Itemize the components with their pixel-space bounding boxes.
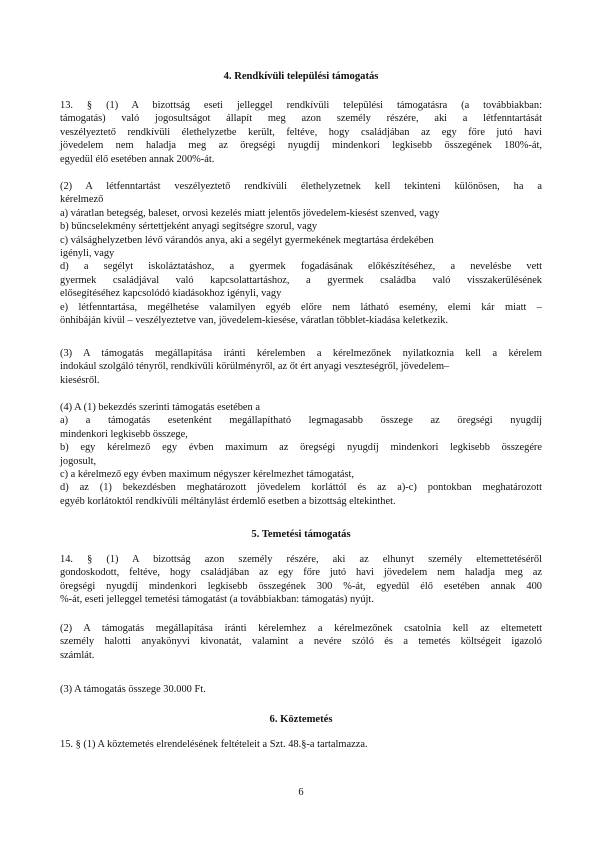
text-line: (3) A támogatás összege 30.000 Ft. xyxy=(60,684,206,695)
text-line: jövedelem nem haladja meg az öregségi nyugdíj mindenkori legkisebb összegének 180%-át, xyxy=(60,140,542,152)
text-line: gyermek családjával való kapcsolattartáshoz, a gyermek családba való visszakerülésének xyxy=(60,274,542,286)
text-line: %-át, eseti jelleggel temetési támogatást (a továbbiakban: támogatás) nyújt. xyxy=(60,594,374,606)
text-line: kiesésről. xyxy=(60,374,100,386)
text-line: öregségi nyugdíj mindenkori legkisebb összegének 300 %-át, egyedül élő esetében annak 400 xyxy=(60,580,542,592)
text-line: veszélyeztető rendkívüli élethelyzetbe került, feltéve, hogy családjában az egy főre jutó havi xyxy=(60,126,542,138)
text-line: támogatás) való jogosultságot állapít meg azon személy részére, aki a létfenntartását xyxy=(60,113,542,125)
text-line: b) egy kérelmező egy évben maximum az öregségi nyugdíj mindenkori legkisebb összegére xyxy=(60,442,542,454)
paragraph-14-2 xyxy=(60,622,542,662)
paragraph-15-1 xyxy=(60,738,542,751)
paragraph-13-4 xyxy=(60,401,542,508)
text-line: (4) A (1) bekezdés szerinti támogatás esetében a xyxy=(60,402,260,413)
text-line: kérelmező xyxy=(60,194,104,206)
paragraph-13-2 xyxy=(60,180,542,327)
text-line: 14. § (1) A bizottság azon személy részére, aki az elhunyt személy eltemettetéséről xyxy=(60,554,542,565)
text-line: a) váratlan betegség, baleset, orvosi kezelés miatt jelentős jövedelem-kiesést szenved, vagy xyxy=(60,207,440,219)
text-line: mindenkori legkisebb összege, xyxy=(60,428,188,440)
text-line: egyéb korlátoktól rendkívüli méltánylást érdemlő esetben a bizottság eltekinthet. xyxy=(60,495,396,507)
paragraph-13-1 xyxy=(60,99,542,166)
text-line: a) a támogatás esetenként megállapítható legmagasabb összege az öregségi nyugdíj xyxy=(60,415,542,427)
text-line: (2) A támogatás megállapítása iránti kérelemhez a kérelmezőnek csatolnia kell az eltemetett xyxy=(60,623,542,634)
section-heading-4: 4. Rendkívüli települési támogatás xyxy=(223,71,379,82)
text-line: 15. § (1) A köztemetés elrendelésének feltételeit a Szt. 48.§-a tartalmazza. xyxy=(60,739,368,750)
text-line: 13. § (1) A bizottság eseti jelleggel rendkívüli települési támogatásra (a továbbiakban: xyxy=(60,100,542,111)
text-line: e) létfenntartása, megélhetése valamilyen egyéb előre nem látható esemény, elemi kár miatt – xyxy=(60,301,542,313)
section-heading-5: 5. Temetési támogatás xyxy=(251,529,351,540)
text-line: gondoskodott, feltéve, hogy családjában az egy főre jutó havi jövedelem nem haladja meg az xyxy=(60,567,542,579)
text-line: egyedül élő esetében annak 200%-át. xyxy=(60,153,215,165)
text-line: jogosult, xyxy=(60,455,97,467)
text-line: számlát. xyxy=(60,649,95,661)
document-page xyxy=(60,0,542,849)
paragraph-13-3 xyxy=(60,347,542,387)
text-line: b) bűncselekmény sértettjeként anyagi segítségre szorul, vagy xyxy=(60,221,318,233)
text-line: c) válsághelyzetben lévő várandós anya, aki a segélyt gyermekének megtartása érdekében xyxy=(60,234,434,246)
text-line: igényli, vagy xyxy=(60,247,115,259)
page-number: 6 xyxy=(298,787,304,798)
paragraph-14-1 xyxy=(60,553,542,607)
text-line: személy halotti anyakönyvi kivonatát, valamint a nevére szóló és a temetés költségeit igazoló xyxy=(60,636,542,648)
text-line: indokául szolgáló tényről, rendkívüli körülményről, az őt ért anyagi veszteségről, jövedelem– xyxy=(60,361,450,373)
section-heading-6: 6. Köztemetés xyxy=(269,714,333,725)
text-line: d) a segélyt iskoláztatáshoz, a gyermek fogadásának előkészítéséhez, a nevelésbe vett xyxy=(60,261,542,273)
paragraph-14-3 xyxy=(60,683,542,696)
text-line: önhibáján kívül – veszélyeztetve van, jövedelem-kiesése, váratlan többlet-kiadása keletkezik. xyxy=(60,314,449,326)
text-line: d) az (1) bekezdésben meghatározott jövedelem korláttól és az a)-c) pontokban meghatározott xyxy=(60,482,542,494)
text-line: (3) A támogatás megállapítása iránti kérelemben a kérelmezőnek nyilatkoznia kell a kérelem xyxy=(60,348,542,359)
text-line: (2) A létfenntartást veszélyeztető rendkívüli élethelyzetnek kell tekinteni különösen, ha a xyxy=(60,181,542,192)
text-line: c) a kérelmező egy évben maximum négyszer kérelmezhet támogatást, xyxy=(60,468,354,480)
text-line: elősegítéséhez kapcsolódó kiadásokhoz igényli, vagy xyxy=(60,288,282,300)
